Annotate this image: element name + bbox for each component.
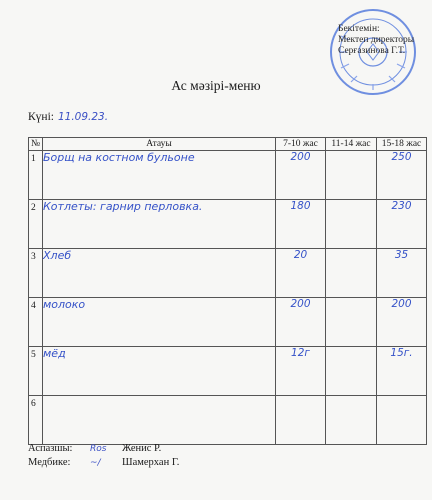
table-row [29, 298, 427, 347]
portion-15-18 [377, 396, 427, 445]
date-label: Күні: [28, 111, 54, 123]
row-number: 4 [29, 298, 43, 347]
nurse-name: Шамерхан Г. [122, 457, 180, 468]
portion-11-14 [326, 249, 377, 298]
nurse-signature: ~/ [90, 458, 101, 468]
row-number: 5 [29, 347, 43, 396]
dish-name: мёд [43, 347, 276, 396]
menu-table [28, 137, 427, 445]
page-title: Ас мәзірі-меню [171, 78, 261, 93]
portion-15-18: 200 [377, 298, 427, 347]
portion-7-10: 200 [276, 151, 326, 200]
header-number: № [29, 138, 43, 151]
approval-heading: Бекітемін: [338, 24, 380, 34]
portion-7-10: 180 [276, 200, 326, 249]
table-row [29, 151, 427, 200]
dish-name: Борщ на костном бульоне [43, 151, 276, 200]
approval-block [338, 24, 414, 57]
date-line [28, 111, 108, 123]
portion-11-14 [326, 347, 377, 396]
dish-name: Хлеб [43, 249, 276, 298]
portion-7-10: 12г [276, 347, 326, 396]
row-number: 6 [29, 396, 43, 445]
dish-name: молоко [43, 298, 276, 347]
portion-11-14 [326, 200, 377, 249]
cook-signature: Ros [90, 444, 107, 454]
cook-label: Аспазшы: [28, 443, 73, 454]
table-row [29, 249, 427, 298]
header-age-11-14: 11-14 жас [326, 138, 377, 151]
portion-15-18: 15г. [377, 347, 427, 396]
portion-11-14 [326, 298, 377, 347]
header-name: Атауы [43, 138, 276, 151]
portion-7-10: 200 [276, 298, 326, 347]
portion-15-18: 250 [377, 151, 427, 200]
portion-7-10 [276, 396, 326, 445]
dish-name [43, 396, 276, 445]
table-header-row [29, 138, 427, 151]
dish-name: Котлеты: гарнир перловка. [43, 200, 276, 249]
cook-name: Женис Р. [122, 443, 162, 454]
portion-11-14 [326, 151, 377, 200]
table-row [29, 200, 427, 249]
table-row [29, 396, 427, 445]
date-value: 11.09.23. [57, 111, 109, 123]
row-number: 1 [29, 151, 43, 200]
row-number: 2 [29, 200, 43, 249]
approval-position: Мектеп директоры [338, 35, 415, 45]
nurse-signature-line [28, 457, 179, 468]
row-number: 3 [29, 249, 43, 298]
approval-director-name: Серғазинова Г.Т. [338, 46, 406, 56]
portion-15-18: 230 [377, 200, 427, 249]
portion-11-14 [326, 396, 377, 445]
portion-7-10: 20 [276, 249, 326, 298]
table-row [29, 347, 427, 396]
header-age-7-10: 7-10 жас [276, 138, 326, 151]
nurse-label: Медбике: [28, 457, 71, 468]
cook-signature-line [28, 443, 161, 454]
portion-15-18: 35 [377, 249, 427, 298]
header-age-15-18: 15-18 жас [377, 138, 427, 151]
